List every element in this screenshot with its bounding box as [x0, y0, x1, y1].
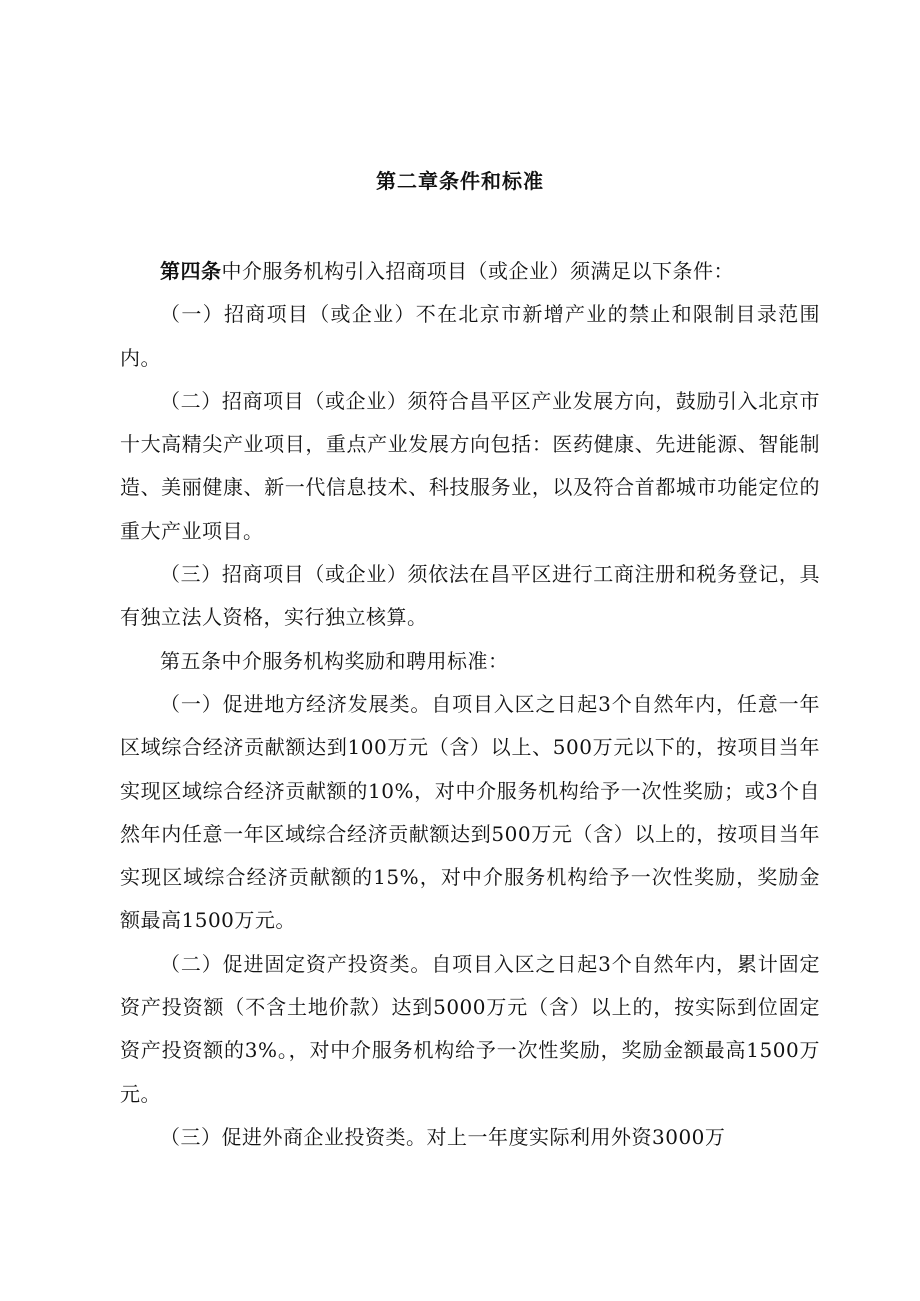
article-4-text: 中介服务机构引入招商项目（或企业）须满足以下条件： [221, 259, 734, 283]
article-4-item-3: （三）招商项目（或企业）须依法在昌平区进行工商注册和税务登记，具有独立法人资格，实行独立核算。 [120, 562, 820, 630]
document-body [120, 250, 820, 1159]
article-5-item-2: （二）促进固定资产投资类。自项目入区之日起3个自然年内，累计固定资产投资额（不含土地价款）达到5000万元（含）以上的，按实际到位固定资产投资额的3%。，对中介服务机构给予一次性奖励，奖励金额最高1500万元。 [120, 951, 820, 1106]
article-4-paragraph [120, 250, 820, 293]
article-5-item-3: （三）促进外商企业投资类。对上一年度实际利用外资3000万 [160, 1124, 726, 1149]
article-5-paragraph: 第五条中介服务机构奖励和聘用标准： [160, 648, 509, 673]
chapter-title: 第二章条件和标准 [376, 169, 544, 193]
article-5-item-1: （一）促进地方经济发展类。自项目入区之日起3个自然年内，任意一年区域综合经济贡献额达到100万元（含）以上、500万元以下的，按项目当年实现区域综合经济贡献额的10%，对中介服务机构给予一次性奖励；或3个自然年内任意一年区域综合经济贡献额达到500万元（含）以上的，按项目当年实现区域综合经济贡献额的15%，对中介服务机构给予一次性奖励，奖励金额最高1500万元。 [120, 691, 820, 933]
article-4-lead: 第四条 [160, 259, 222, 283]
article-4-item-2: （二）招商项目（或企业）须符合昌平区产业发展方向，鼓励引入北京市十大高精尖产业项目，重点产业发展方向包括：医药健康、先进能源、智能制造、美丽健康、新一代信息技术、科技服务业，以及符合首都城市功能定位的重大产业项目。 [120, 388, 820, 543]
article-4-item-1: （一）招商项目（或企业）不在北京市新增产业的禁止和限制目录范围内。 [120, 302, 820, 370]
